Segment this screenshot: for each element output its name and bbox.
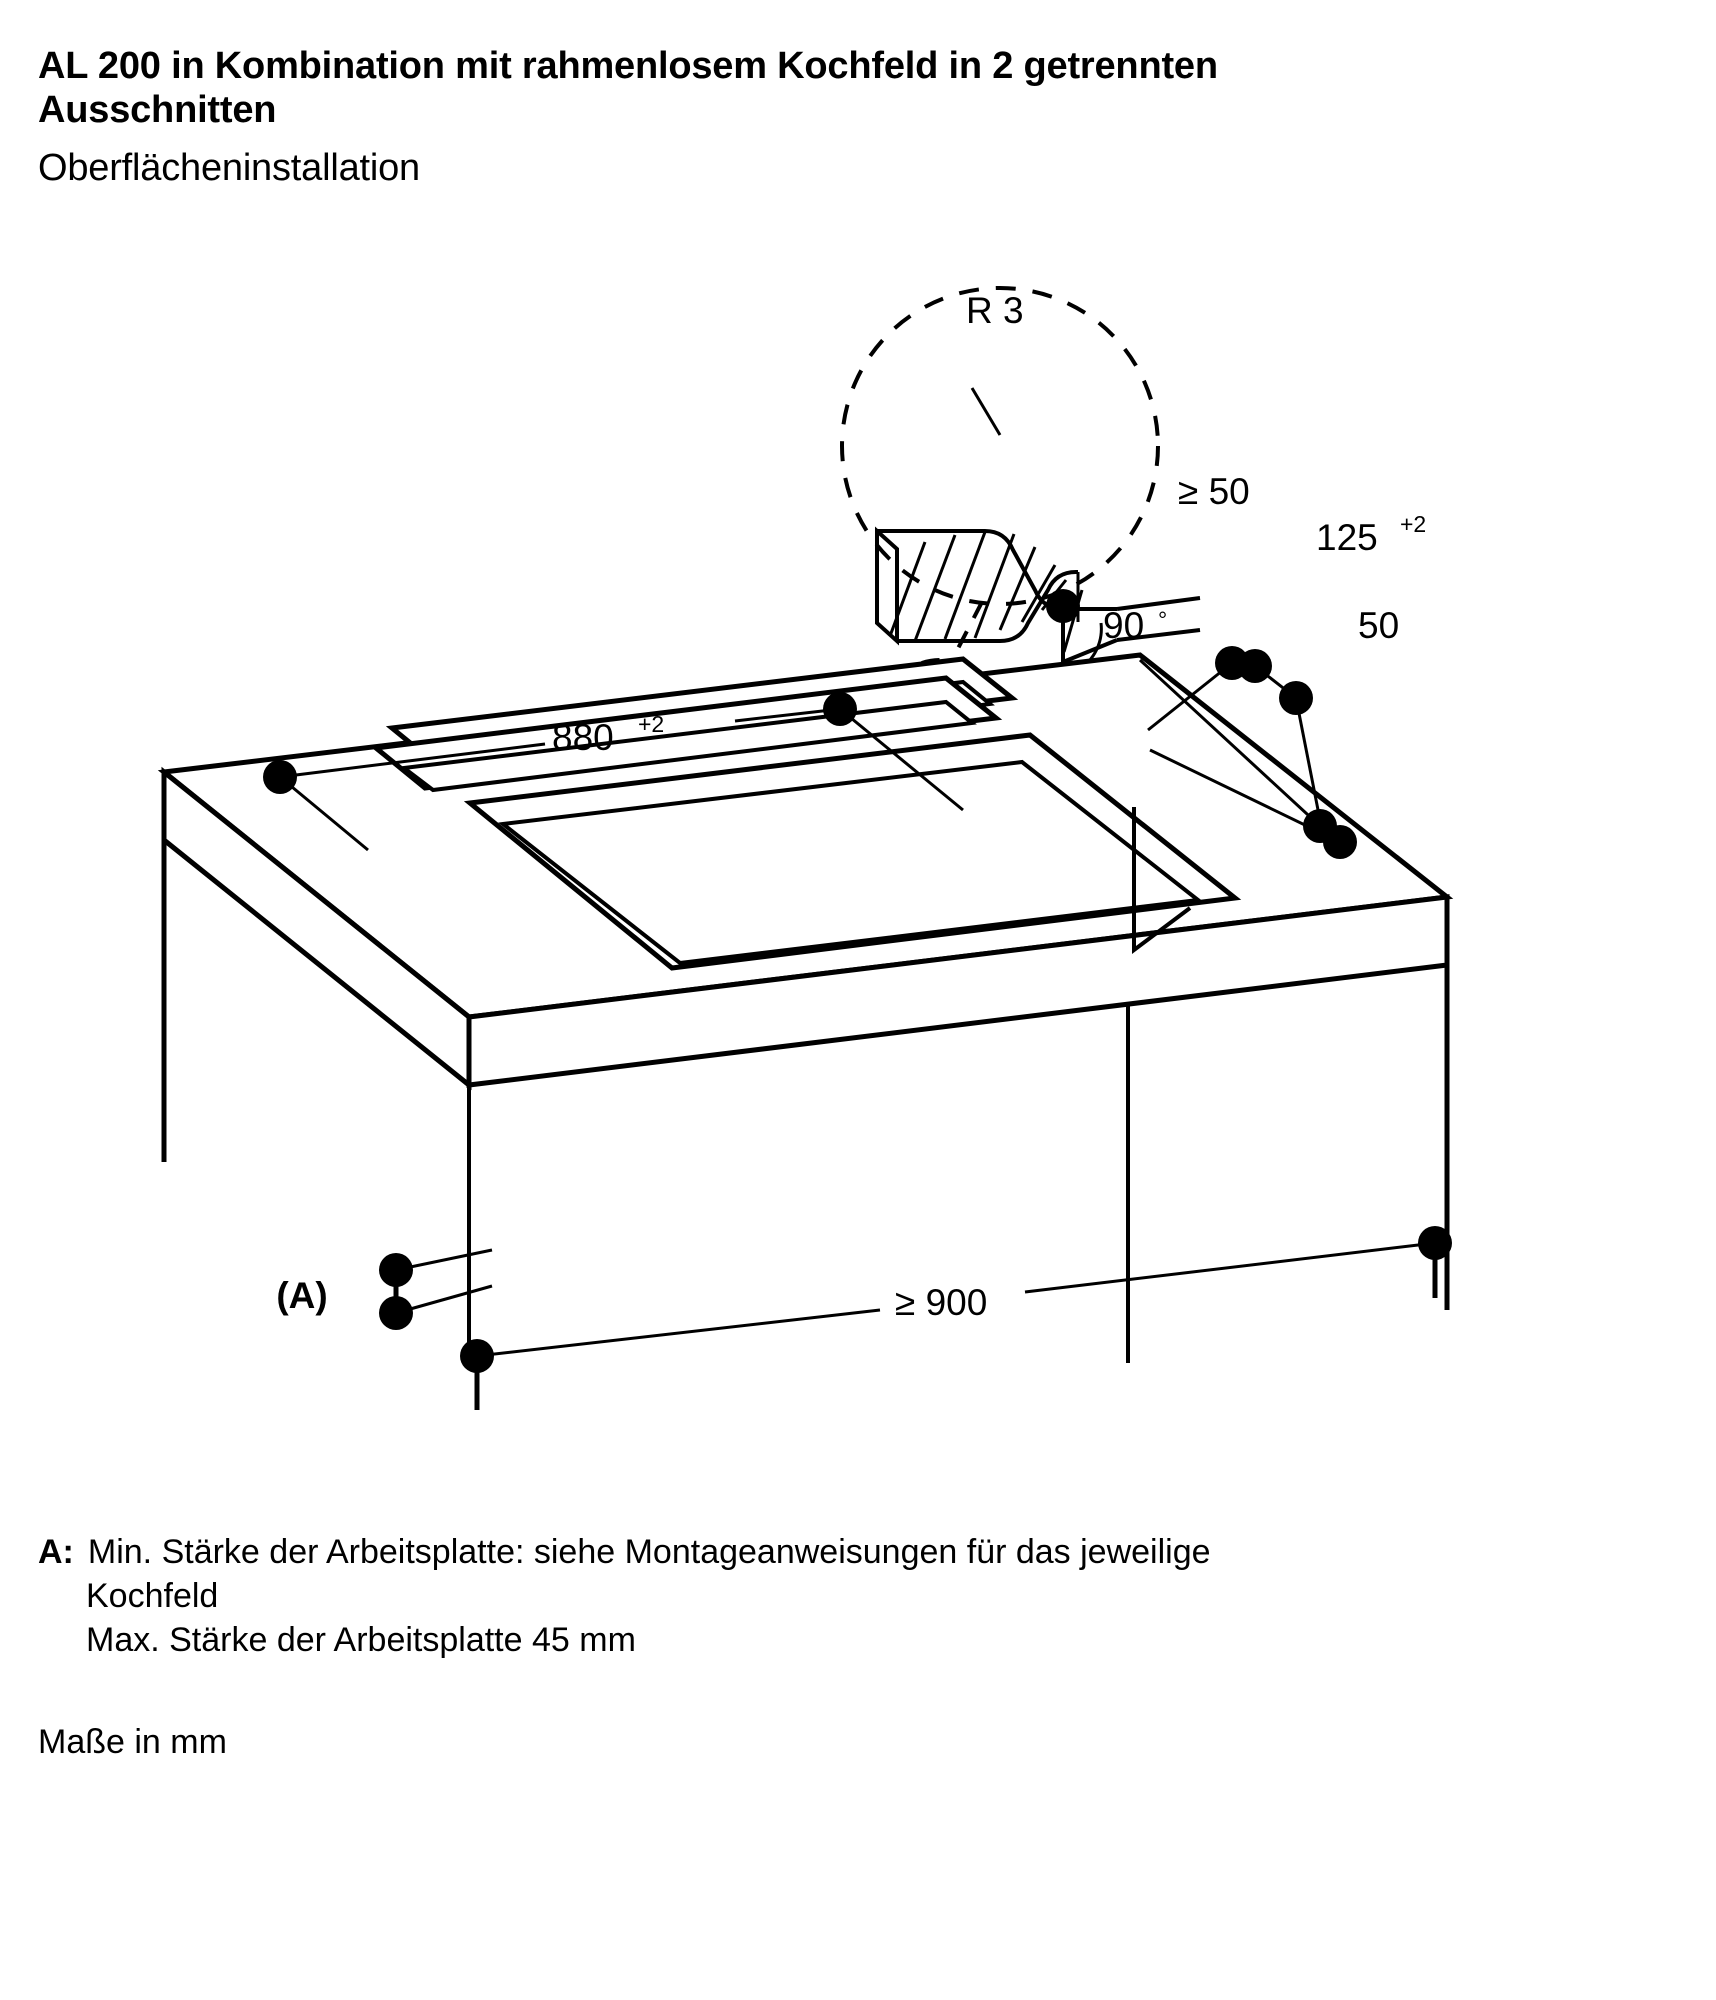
thickness-marker-label: (A) bbox=[276, 1275, 328, 1316]
page-title bbox=[38, 44, 1678, 190]
dimension-min-900 bbox=[460, 1226, 1452, 1410]
footnote-line-1: Min. Stärke der Arbeitsplatte: siehe Montageanweisungen für das jeweilige bbox=[87, 1533, 1211, 1571]
edge-profile-detail bbox=[877, 531, 1200, 670]
dimension-line-left bbox=[477, 1310, 880, 1356]
isometric-worktop-drawing bbox=[0, 250, 1716, 1470]
dimension-880-tolerance: +2 bbox=[638, 711, 665, 737]
dimension-125-value: 125 bbox=[1316, 517, 1378, 558]
detail-callout-group bbox=[842, 288, 1200, 700]
dimension-125-tolerance: +2 bbox=[1400, 511, 1427, 537]
dimension-line bbox=[1255, 666, 1296, 698]
dimension-min-900-value: ≥ 900 bbox=[895, 1282, 988, 1323]
footnote-key: A: bbox=[38, 1533, 74, 1571]
extension-line bbox=[396, 1250, 492, 1270]
footnote-line-3: Max. Stärke der Arbeitsplatte 45 mm bbox=[86, 1621, 636, 1659]
dimension-line-right bbox=[1025, 1243, 1435, 1292]
detail-angle-value: 90 bbox=[1103, 605, 1145, 646]
detail-angle-unit: ° bbox=[1158, 607, 1168, 633]
dimension-50-value: 50 bbox=[1358, 605, 1400, 646]
title-line-2: Ausschnitten bbox=[38, 89, 277, 131]
dimension-thickness-A bbox=[276, 1250, 492, 1330]
dimension-880-value: 880 bbox=[552, 717, 614, 758]
drawing-canvas bbox=[0, 250, 1716, 1470]
title-line-1: AL 200 in Kombination mit rahmenlosem Kochfeld in 2 getrennten bbox=[38, 45, 1218, 87]
footnote-row-a bbox=[38, 1530, 1678, 1574]
page-subtitle: Oberflächeninstallation bbox=[38, 147, 420, 189]
detail-radius-label: R 3 bbox=[966, 290, 1024, 331]
dimension-dot bbox=[1046, 589, 1080, 623]
extension-line bbox=[396, 1286, 492, 1313]
dimension-min-50-value: ≥ 50 bbox=[1178, 471, 1250, 512]
radius-leader-line bbox=[972, 388, 1000, 435]
units-note: Maße in mm bbox=[38, 1723, 227, 1761]
section-hatching bbox=[890, 532, 1082, 652]
footnotes bbox=[38, 1530, 1678, 1662]
footnote-line-2: Kochfeld bbox=[86, 1577, 219, 1615]
detail-circle bbox=[842, 288, 1158, 604]
